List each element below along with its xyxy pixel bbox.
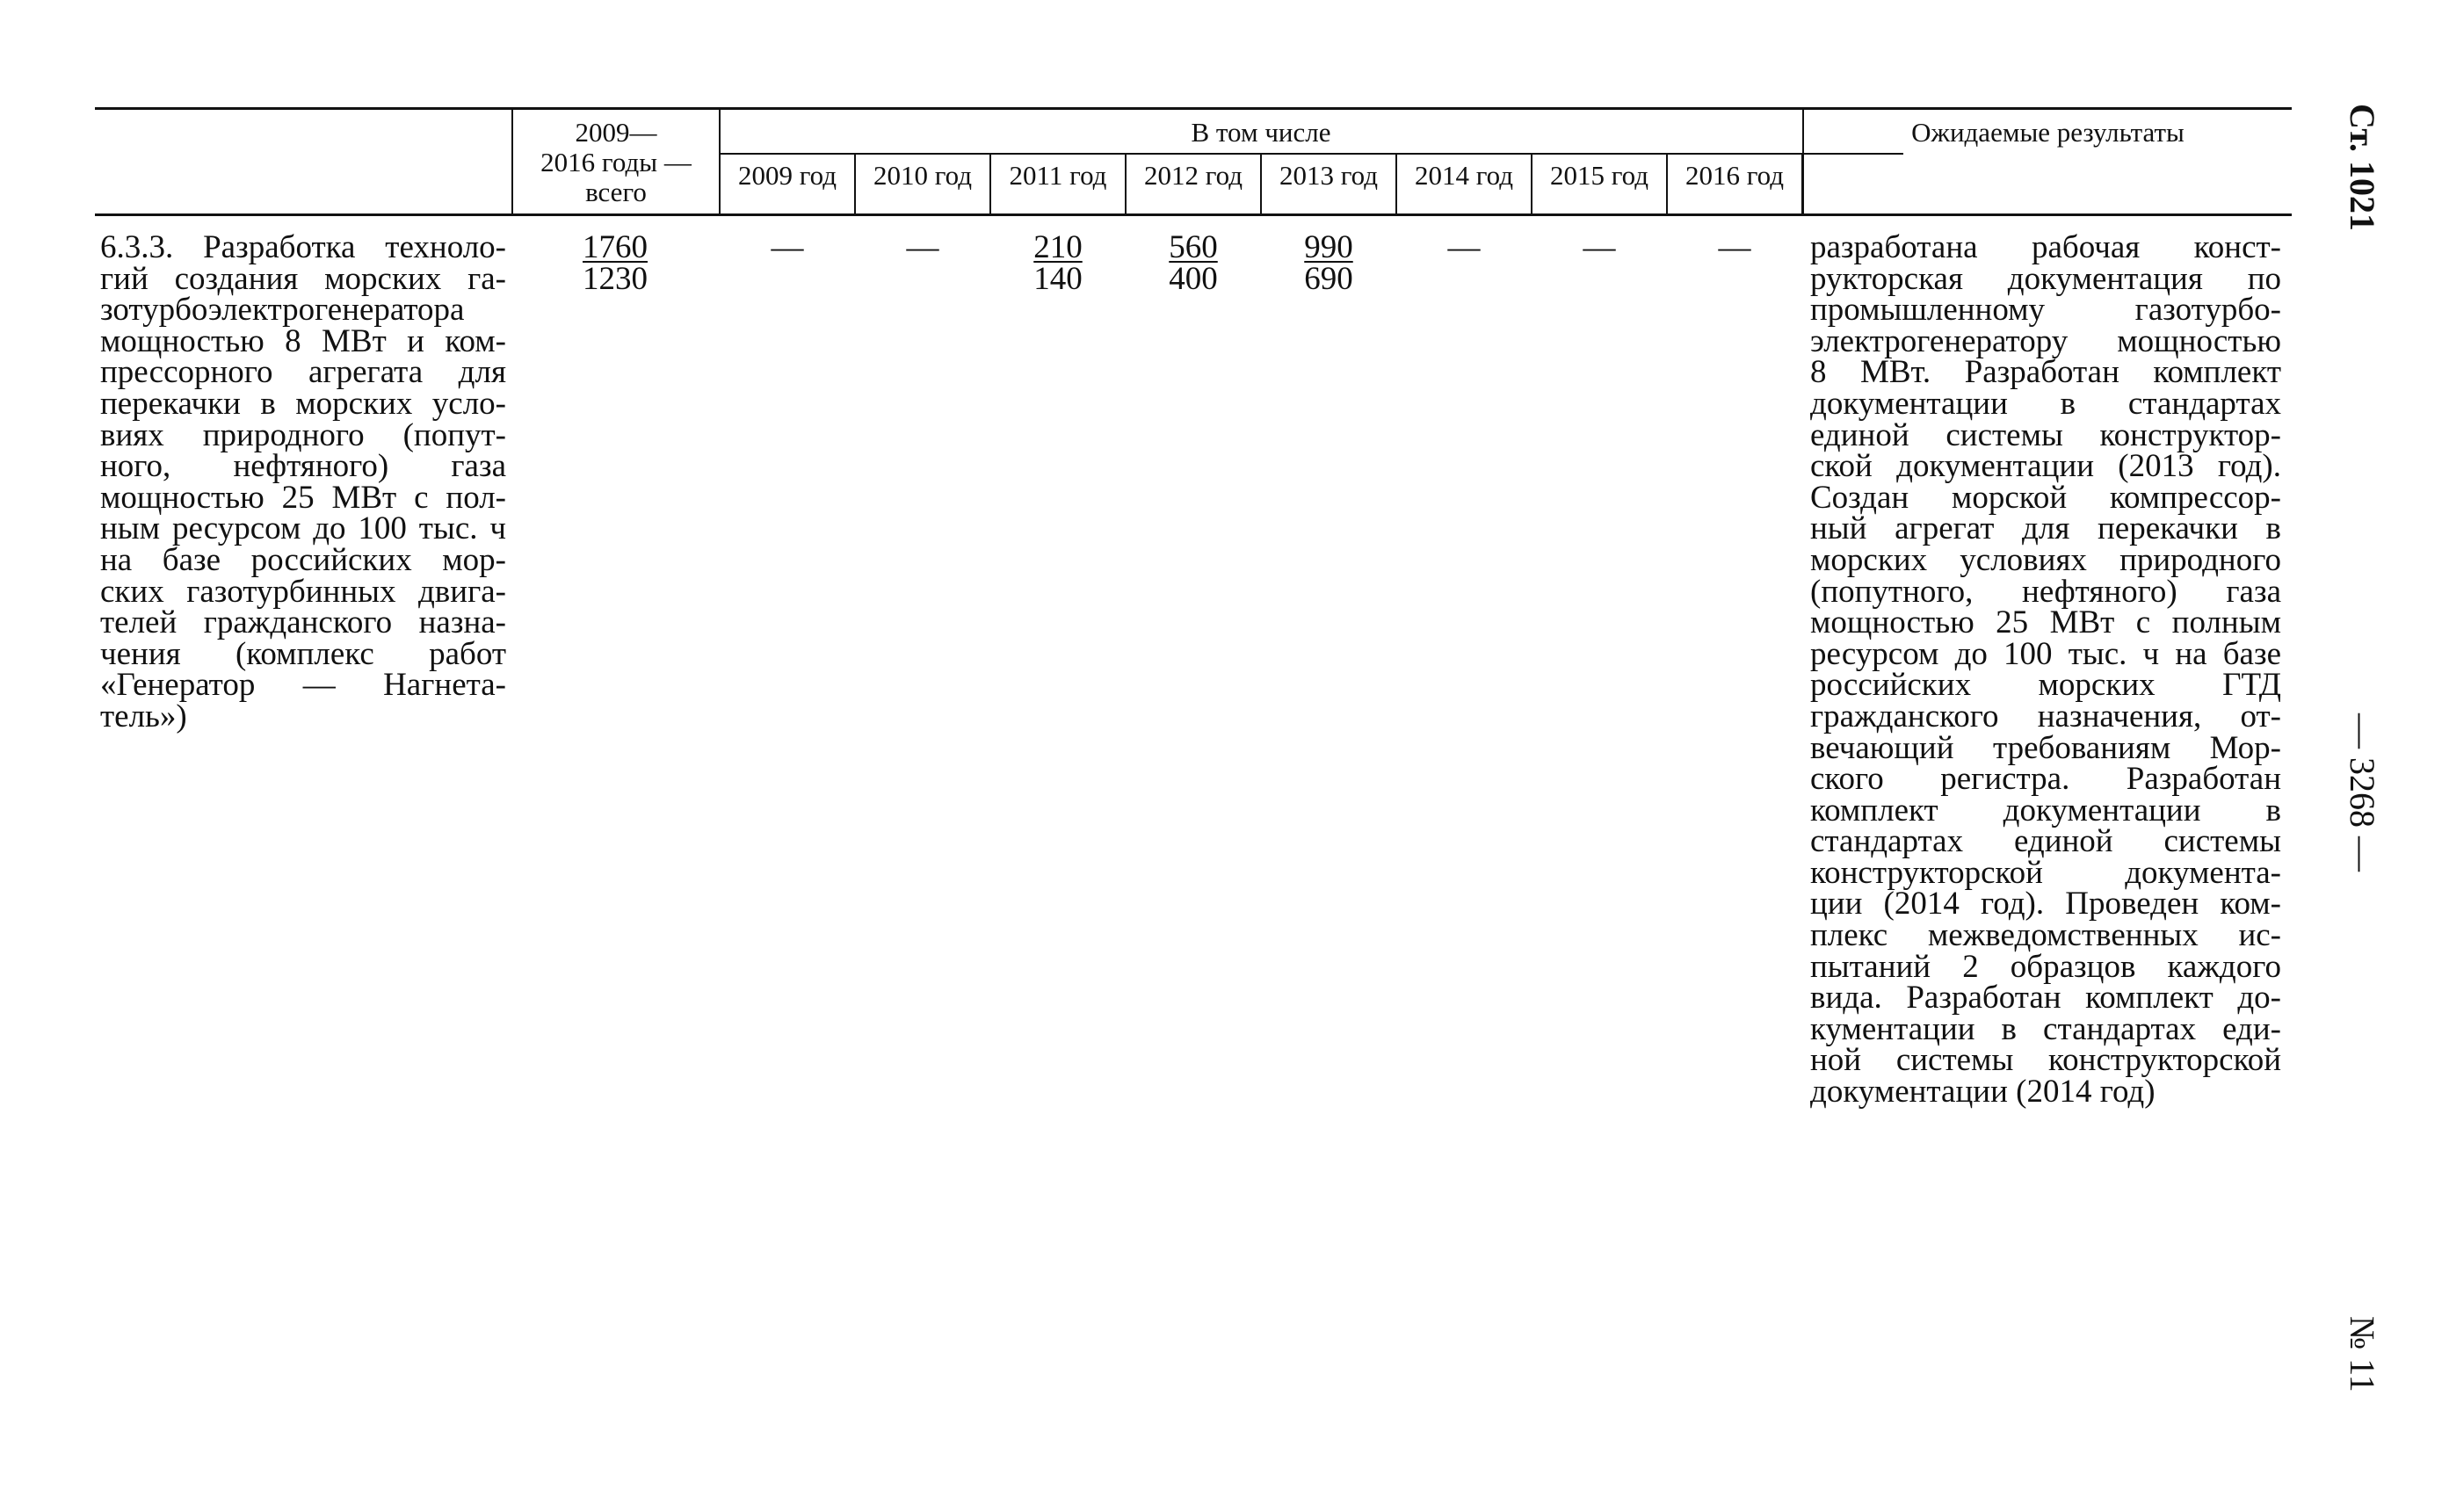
value-2012-top: 560 [1169,229,1218,265]
row-title-line: гий создания морских га- [100,260,506,297]
result-line: вечающий требованиям Мор- [1810,729,2281,766]
value-2012 [1141,229,1246,297]
result-line: кументации в стандартах еди- [1810,1010,2281,1047]
result-line: 8 МВт. Разработан комплект [1810,354,2281,391]
result-line: разработана рабочая конст- [1810,229,2281,265]
row-title-line: чения (комплекс работ [100,635,506,672]
result-line: рукторская документация по [1810,260,2281,297]
document-page [95,107,2292,1337]
row-title-line: телей гражданского назна- [100,604,506,641]
value-2011-top: 210 [1033,229,1083,265]
result-line: мощностью 25 МВт с полным [1810,604,2281,641]
row-title-line: тель») [100,698,187,734]
row-title-line: зотурбоэлектрогенератора [100,292,465,329]
value-2009-dash: — [771,229,804,265]
header-year-2010: 2010 год [873,160,973,191]
result-line: ресурсом до 100 тыс. ч на базе [1810,635,2281,672]
total-bottom-value: 1230 [583,260,648,297]
result-line: российских морских ГТД [1810,667,2281,704]
row-title-line: перекачки в морских усло- [100,385,506,422]
row-title-line: мощностью 8 МВт и ком- [100,322,506,359]
value-2011 [1005,229,1111,297]
margin-issue-number: № 11 [2343,1316,2382,1393]
table-top-rule [95,107,2292,110]
row-title-line: мощностью 25 МВт с пол- [100,479,506,516]
margin-page-number: — 3268 — [2343,713,2382,872]
header-year-2011: 2011 год [1009,160,1107,191]
result-line: промышленному газотурбо- [1810,292,2281,329]
row-title-line: ного, нефтяного) газа [100,448,506,485]
result-line: комплект документации в [1810,792,2281,828]
row-title-line: ских газотурбинных двига- [100,573,506,610]
row-results [1810,229,2281,1110]
row-title-line: «Генератор — Нагнета- [100,667,506,704]
row-title-line: прессорного агрегата для [100,354,506,391]
result-line: пытаний 2 образцов каждого [1810,948,2281,985]
row-title-line: на базе российских мор- [100,541,506,578]
value-2012-bottom: 400 [1169,260,1218,297]
result-line: конструкторской документа- [1810,854,2281,891]
margin-article-number: Ст. 1021 [2343,104,2382,231]
header-year-2009: 2009 год [737,160,837,191]
result-line: документации в стандартах [1810,385,2281,422]
header-total: 2009— 2016 годы — всего [540,117,692,207]
total-top-value: 1760 [583,229,648,265]
result-line: стандартах единой системы [1810,823,2281,860]
header-year-2015: 2015 год [1549,160,1649,191]
header-year-2014: 2014 год [1414,160,1514,191]
value-2013-top: 990 [1304,229,1353,265]
value-2013 [1276,229,1381,297]
result-line: единой системы конструктор- [1810,416,2281,453]
value-2014-dash: — [1447,229,1481,265]
result-line: ции (2014 год). Проведен ком- [1810,886,2281,922]
result-line: ной системы конструкторской [1810,1042,2281,1079]
header-results: Ожидаемые результаты [1911,117,2185,148]
value-2013-bottom: 690 [1304,260,1353,297]
result-line: плекс межведомственных ис- [1810,917,2281,954]
result-line: электрогенератору мощностью [1810,322,2281,359]
result-line: ской документации (2013 год). [1810,448,2281,485]
row-title-line: 6.3.3. Разработка техноло- [100,229,506,265]
row-title-line: виях природного (попут- [100,416,506,453]
result-line: вида. Разработан комплект до- [1810,980,2281,1016]
row-total-value [562,229,668,297]
value-2016-dash: — [1718,229,1751,265]
years-subheader-rule [719,153,1903,155]
result-line: документации (2014 год) [1810,1074,2156,1110]
header-year-2012: 2012 год [1143,160,1243,191]
result-line: ского регистра. Разработан [1810,761,2281,798]
header-including: В том числе [1191,117,1331,148]
result-line: морских условиях природного [1810,541,2281,578]
row-title [100,229,506,734]
value-2015-dash: — [1583,229,1616,265]
result-line: (попутного, нефтяного) газа [1810,573,2281,610]
value-2011-bottom: 140 [1033,260,1083,297]
header-year-2013: 2013 год [1279,160,1379,191]
row-title-line: ным ресурсом до 100 тыс. ч [100,510,506,547]
result-line: Создан морской компрессор- [1810,479,2281,516]
value-2010-dash: — [906,229,939,265]
header-year-2016: 2016 год [1685,160,1785,191]
result-line: ный агрегат для перекачки в [1810,510,2281,547]
result-line: гражданского назначения, от- [1810,698,2281,734]
header-bottom-rule [95,213,2292,216]
